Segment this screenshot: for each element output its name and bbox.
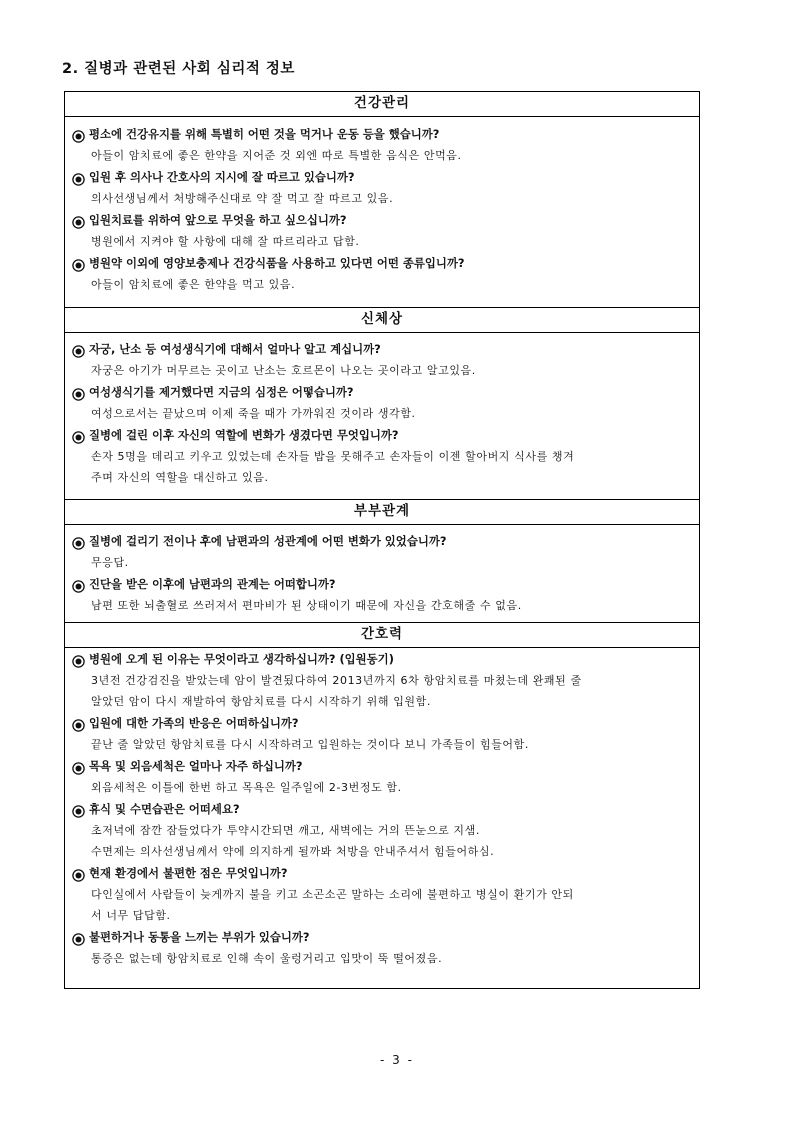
circle-bullet-icon	[72, 343, 85, 356]
circle-bullet-icon	[72, 578, 85, 591]
question-text: 병원약 이외에 영양보충제나 건강식품을 사용하고 있다면 어떤 종류입니까?	[89, 256, 465, 270]
section-title: 신체상	[65, 307, 699, 333]
question-text: 입원에 대한 가족의 반응은 어떠하십니까?	[89, 716, 299, 730]
answer-line: 초저녁에 잠깐 잠들었다가 투약시간되면 깨고, 새벽에는 거의 뜬눈으로 지샘.	[91, 824, 480, 837]
answer-line: 남편 또한 뇌출혈로 쓰러져서 편마비가 된 상태이기 때문에 자신을 간호해줄 수 없음.	[91, 599, 522, 612]
page-heading: 2. 질병과 관련된 사회 심리적 정보	[62, 61, 295, 77]
answer-line: 다인실에서 사람들이 늦게까지 불을 키고 소곤소곤 말하는 소리에 불편하고 병실이 환기가 안되	[91, 888, 574, 901]
question	[72, 926, 687, 948]
question-text: 목욕 및 외음세척은 얼마나 자주 하십니까?	[89, 759, 303, 773]
answer-line: 3년전 건강검진을 받았는데 암이 발견됬다하여 2013년까지 6차 항암치료를 마쳤는데 완쾌된 줄	[91, 674, 582, 687]
circle-bullet-icon	[72, 760, 85, 773]
question	[72, 530, 687, 552]
circle-bullet-icon	[72, 803, 85, 816]
question	[72, 862, 687, 884]
circle-bullet-icon	[72, 867, 85, 880]
answer-line: 자궁은 아기가 머무르는 곳이고 난소는 호르몬이 나오는 곳이라고 알고있음.	[91, 364, 476, 377]
question-text: 입원 후 의사나 간호사의 지시에 잘 따르고 있습니까?	[89, 170, 355, 184]
question	[72, 712, 687, 734]
assessment-table	[64, 91, 700, 989]
circle-bullet-icon	[72, 386, 85, 399]
answer-line: 끝난 줄 알았던 항암치료를 다시 시작하려고 입원하는 것이다 보니 가족들이 힘들어함.	[91, 738, 529, 751]
page-number: - 3 -	[380, 1053, 414, 1067]
question-text: 진단을 받은 이후에 남편과의 관계는 어떠합니까?	[89, 577, 336, 591]
question-text: 입원치료를 위하여 앞으로 무엇을 하고 싶으십니까?	[89, 213, 347, 227]
question	[72, 424, 687, 446]
section-1	[65, 307, 699, 499]
question	[72, 381, 687, 403]
question-text: 휴식 및 수면습관은 어떠세요?	[89, 802, 240, 816]
question	[72, 338, 687, 360]
answer-line: 주며 자신의 역할을 대신하고 있음.	[91, 471, 269, 484]
question	[72, 798, 687, 820]
answer-line: 손자 5명을 데리고 키우고 있었는데 손자들 밥을 못해주고 손자들이 이젠 할아버지 식사를 챙겨	[91, 450, 575, 463]
circle-bullet-icon	[72, 128, 85, 141]
circle-bullet-icon	[72, 535, 85, 548]
question	[72, 755, 687, 777]
question-text: 질병에 걸리기 전이나 후에 남편과의 성관계에 어떤 변화가 있었습니까?	[89, 534, 447, 548]
answer-line: 외음세척은 이틀에 한번 하고 목욕은 일주일에 2-3번정도 함.	[91, 781, 402, 794]
section-title: 간호력	[65, 622, 699, 648]
answer-line: 무응답.	[91, 556, 129, 569]
question	[72, 209, 687, 231]
answer-line: 병원에서 지켜야 할 사항에 대해 잘 따르리라고 답함.	[91, 235, 360, 248]
question	[72, 648, 687, 670]
section-0	[65, 92, 699, 307]
circle-bullet-icon	[72, 257, 85, 270]
circle-bullet-icon	[72, 717, 85, 730]
answer-line: 아들이 암치료에 좋은 한약을 지어준 것 외엔 따로 특별한 음식은 안먹음.	[91, 149, 462, 162]
section-body	[65, 117, 699, 307]
circle-bullet-icon	[72, 653, 85, 666]
question-text: 불편하거나 동통을 느끼는 부위가 있습니까?	[89, 930, 310, 944]
section-body	[65, 525, 699, 622]
section-title: 건강관리	[65, 92, 699, 117]
answer-line: 아들이 암치료에 좋은 한약을 먹고 있음.	[91, 278, 296, 291]
question	[72, 252, 687, 274]
question	[72, 573, 687, 595]
question-text: 질병에 걸린 이후 자신의 역할에 변화가 생겼다면 무엇입니까?	[89, 428, 399, 442]
question	[72, 123, 687, 145]
question-text: 여성생식기를 제거했다면 지금의 심정은 어떻습니까?	[89, 385, 354, 399]
section-body	[65, 648, 699, 988]
circle-bullet-icon	[72, 429, 85, 442]
answer-line: 의사선생님께서 처방해주신대로 약 잘 먹고 잘 따르고 있음.	[91, 192, 394, 205]
answer-line: 서 너무 답답함.	[91, 909, 171, 922]
section-3	[65, 622, 699, 988]
answer-line: 수면제는 의사선생님께서 약에 의지하게 될까봐 처방을 안내주셔서 힘들어하심.	[91, 845, 495, 858]
section-2	[65, 499, 699, 622]
question	[72, 166, 687, 188]
circle-bullet-icon	[72, 931, 85, 944]
answer-line: 알았던 암이 다시 재발하여 항암치료를 다시 시작하기 위해 입원함.	[91, 695, 431, 708]
question-text: 병원에 오게 된 이유는 무엇이라고 생각하십니까? (입원동기)	[89, 652, 394, 666]
question-text: 평소에 건강유지를 위해 특별히 어떤 것을 먹거나 운동 등을 했습니까?	[89, 127, 440, 141]
section-title: 부부관계	[65, 499, 699, 525]
section-body	[65, 333, 699, 499]
circle-bullet-icon	[72, 214, 85, 227]
answer-line: 여성으로서는 끝났으며 이제 죽을 때가 가까워진 것이라 생각함.	[91, 407, 416, 420]
circle-bullet-icon	[72, 171, 85, 184]
answer-line: 통증은 없는데 항암치료로 인해 속이 울렁거리고 입맛이 뚝 떨어졌음.	[91, 952, 443, 965]
question-text: 현재 환경에서 불편한 점은 무엇입니까?	[89, 866, 288, 880]
question-text: 자궁, 난소 등 여성생식기에 대해서 얼마나 알고 계십니까?	[89, 342, 381, 356]
